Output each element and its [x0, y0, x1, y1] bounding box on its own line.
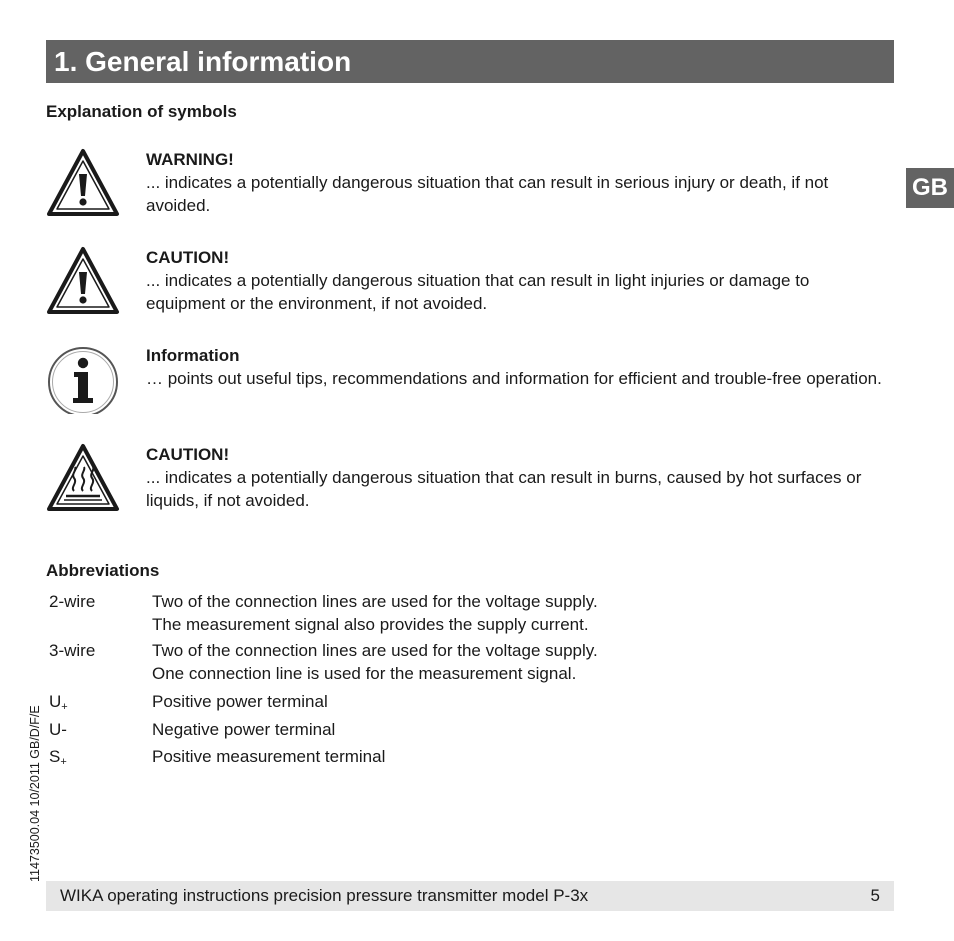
information-icon	[46, 344, 120, 414]
symbol-text	[146, 246, 886, 315]
symbol-text	[146, 148, 886, 217]
symbol-description: ... indicates a potentially dangerous situation that can result in serious injury or death, if not avoided.	[146, 173, 829, 215]
symbol-text	[146, 344, 886, 390]
abbreviation-description	[152, 590, 852, 636]
abbreviation-key: 2-wire	[49, 592, 96, 611]
page-title: 1. General information	[46, 40, 894, 83]
symbol-description: … points out useful tips, recommendations and information for efficient and trouble-free operation.	[146, 369, 882, 388]
footer	[46, 881, 894, 911]
symbol-text	[146, 443, 886, 512]
symbol-title: CAUTION!	[146, 445, 230, 464]
symbol-description: ... indicates a potentially dangerous situation that can result in burns, caused by hot surfaces or liquids, if not avoided.	[146, 468, 862, 510]
abbreviation-key	[49, 745, 139, 774]
symbol-title: Information	[146, 346, 240, 365]
symbol-title: CAUTION!	[146, 248, 230, 267]
abbreviation-line: Negative power terminal	[152, 720, 336, 739]
abbreviation-description	[152, 690, 852, 713]
abbreviation-description	[152, 745, 852, 768]
caution-triangle-icon	[46, 246, 120, 316]
abbreviation-line: One connection line is used for the measurement signal.	[152, 664, 577, 683]
abbreviation-key-subscript: +	[61, 701, 68, 713]
symbol-description: ... indicates a potentially dangerous situation that can result in light injuries or damage to equipment or the environment, if not avoided.	[146, 271, 810, 313]
symbol-title: WARNING!	[146, 150, 234, 169]
abbreviation-key	[49, 690, 139, 719]
footer-text: WIKA operating instructions precision pressure transmitter model P-3x	[60, 886, 589, 905]
abbreviation-line: Positive power terminal	[152, 692, 328, 711]
abbreviation-line: Two of the connection lines are used for the voltage supply.	[152, 592, 598, 611]
abbreviation-key: 3-wire	[49, 641, 96, 660]
abbreviation-key-subscript: +	[60, 756, 67, 768]
page-number: 5	[870, 886, 880, 905]
hot-surface-icon	[46, 443, 120, 513]
abbreviation-line: Positive measurement terminal	[152, 747, 386, 766]
abbreviation-key-text: U	[49, 692, 62, 711]
abbreviation-line: Two of the connection lines are used for the voltage supply.	[152, 641, 598, 660]
abbreviation-key: U-	[49, 720, 67, 739]
language-tab: GB	[906, 168, 954, 208]
abbreviation-key-text: S	[49, 747, 61, 766]
document-code: 11473500.04 10/2011 GB/D/F/E	[28, 705, 42, 882]
symbols-heading: Explanation of symbols	[46, 102, 237, 121]
abbreviation-description	[152, 639, 852, 685]
warning-triangle-icon	[46, 148, 120, 218]
abbreviation-description	[152, 718, 852, 741]
abbreviation-line: The measurement signal also provides the supply current.	[152, 615, 589, 634]
abbreviations-heading: Abbreviations	[46, 561, 160, 580]
